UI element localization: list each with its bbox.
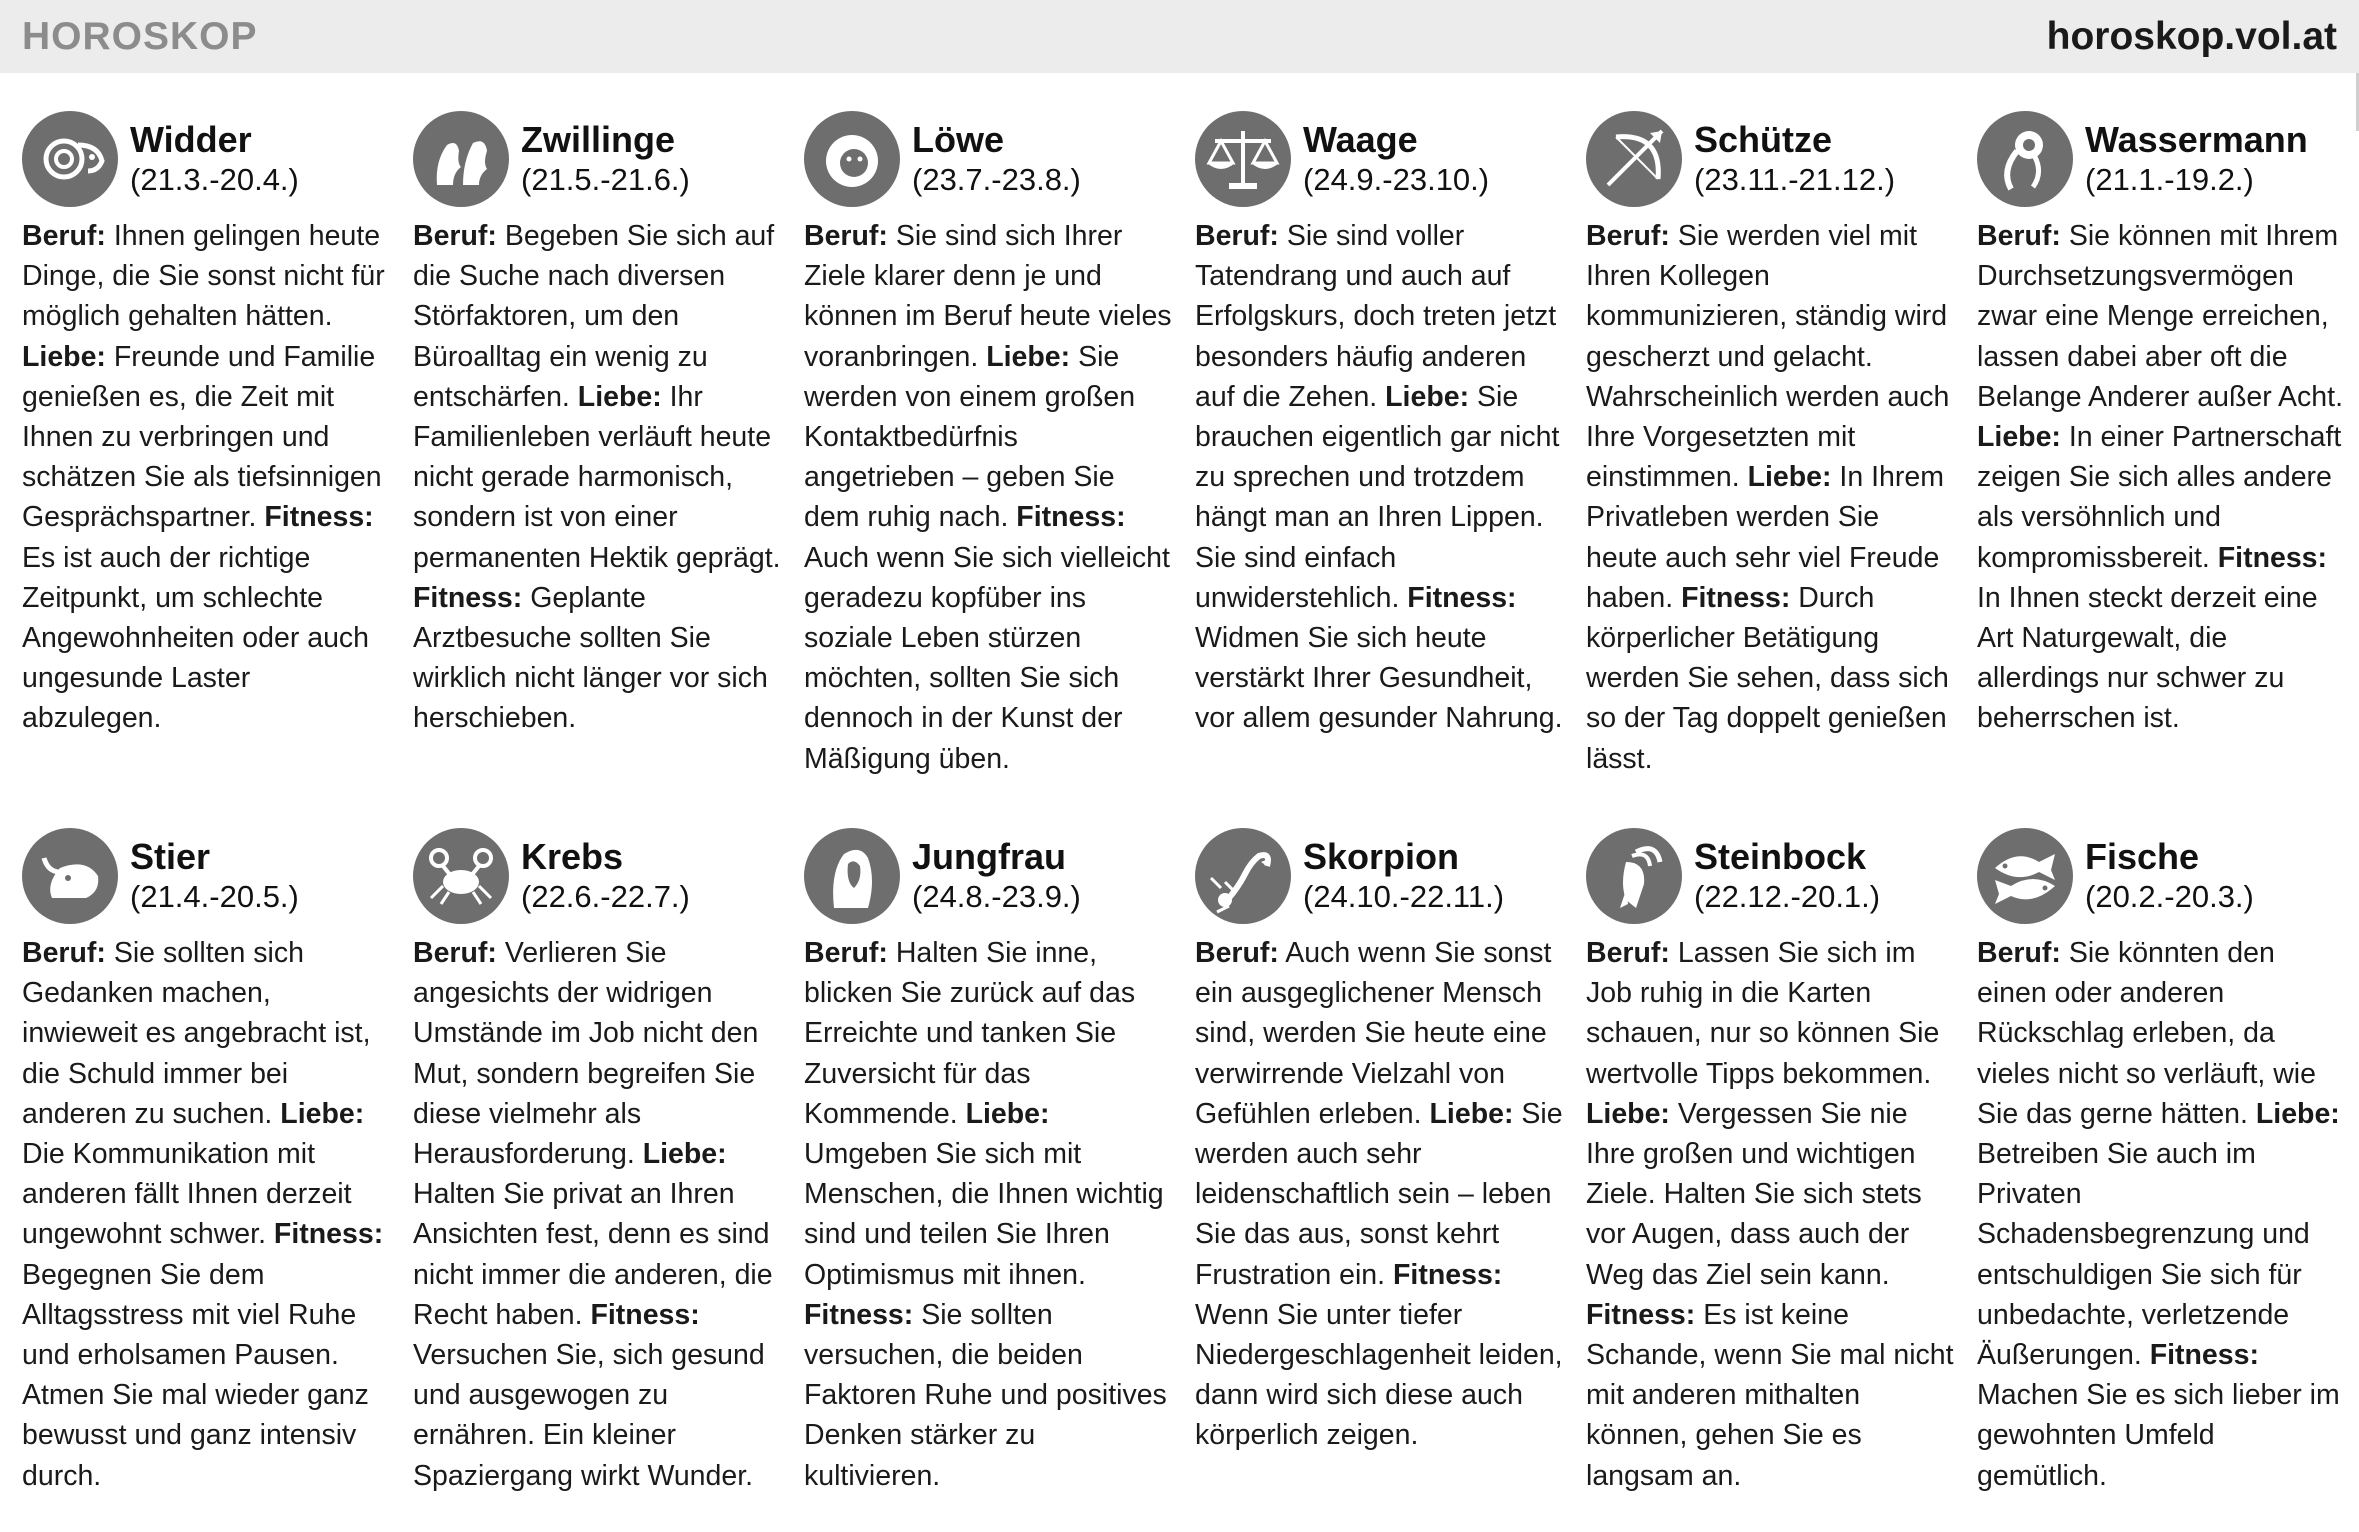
label-liebe: Liebe: xyxy=(1977,421,2061,454)
sign-dates: (23.7.-23.8.) xyxy=(912,162,1081,197)
text-beruf: Sie werden viel mit Ihren Kollegen kommunizieren, ständig wird gescherzt und gelacht. Wahrscheinlich werden auch Ihre Vorgesetzten mit einstimmen. xyxy=(1586,220,1950,494)
label-beruf: Beruf: xyxy=(1977,937,2061,969)
sign-name: Stier xyxy=(130,836,211,877)
text-beruf: Sie sind voller Tatendrang und auch auf Erfolgskurs, doch treten jetzt besonders häufig anderen auf die Zehen. xyxy=(1195,220,1557,413)
text-beruf: Sie sollten sich Gedanken machen, inwieweit es angebracht ist, die Schuld immer bei anderen zu suchen. xyxy=(22,937,371,1130)
text-liebe: Vergessen Sie nie Ihre großen und wichtigen Ziele. Halten Sie sich stets vor Augen, dass auch der Weg das Ziel sein kann. xyxy=(1586,1097,1922,1291)
sign-name: Skorpion xyxy=(1303,836,1460,877)
text-beruf: Begeben Sie sich auf die Suche nach diversen Störfaktoren, um den Büroalltag ein wenig zu entschärfen. xyxy=(413,220,775,413)
goat-icon xyxy=(1586,828,1682,924)
sign-dates: (22.6.-22.7.) xyxy=(521,879,690,914)
label-beruf: Beruf: xyxy=(22,937,106,969)
text-beruf: Ihnen gelingen heute Dinge, die Sie sonst nicht für möglich gehalten hätten. xyxy=(22,220,385,333)
text-fitness: Sie sollten versuchen, die beiden Faktoren Ruhe und positives Denken stärker zu kultivieren. xyxy=(804,1298,1167,1492)
label-beruf: Beruf: xyxy=(413,937,497,969)
text-fitness: Auch wenn Sie sich vielleicht geradezu kopfüber ins soziale Leben stürzen möchten, sollten Sie sich dennoch in der Kunst der Mäßigung üben. xyxy=(804,541,1170,775)
label-beruf: Beruf: xyxy=(413,220,497,252)
sign-text xyxy=(22,216,394,739)
virgin-icon xyxy=(804,828,900,924)
text-fitness: Geplante Arztbesuche sollten Sie wirklich nicht länger vor sich herschieben. xyxy=(413,581,768,735)
label-beruf: Beruf: xyxy=(1977,220,2061,252)
sign-name: Jungfrau xyxy=(912,836,1067,877)
label-fitness: Fitness: xyxy=(413,581,523,614)
sign-steinbock xyxy=(1586,828,1958,1496)
text-fitness: Machen Sie es sich lieber im gewohnten Umfeld gemütlich. xyxy=(1977,1379,2340,1492)
text-liebe: In Ihrem Privatleben werden Sie heute auch sehr viel Freude haben. xyxy=(1586,461,1944,614)
sign-name: Schütze xyxy=(1694,119,1833,160)
text-liebe: Freunde und Familie genießen es, die Zeit mit Ihnen zu verbringen und schätzen Sie als tiefsinnigen Gesprächspartner. xyxy=(22,340,382,534)
label-fitness: Fitness: xyxy=(1393,1258,1503,1291)
text-liebe: In einer Partnerschaft zeigen Sie sich alles andere als versöhnlich und kompromissbereit. xyxy=(1977,421,2342,574)
sign-dates: (24.10.-22.11.) xyxy=(1303,879,1505,914)
label-liebe: Liebe: xyxy=(280,1097,365,1130)
sign-name: Waage xyxy=(1303,119,1418,160)
label-liebe: Liebe: xyxy=(577,380,662,413)
label-beruf: Beruf: xyxy=(1586,937,1670,969)
sign-name: Zwillinge xyxy=(521,119,676,160)
text-beruf: Halten Sie inne, blicken Sie zurück auf das Erreichte und tanken Sie Zuversicht für das Kommende. xyxy=(804,937,1136,1130)
label-liebe: Liebe: xyxy=(2255,1097,2340,1130)
sign-schuetze xyxy=(1586,111,1958,779)
sign-text xyxy=(413,216,785,739)
sign-dates: (20.2.-20.3.) xyxy=(2085,879,2254,914)
label-fitness: Fitness: xyxy=(804,1298,914,1331)
sign-name: Krebs xyxy=(521,836,624,877)
text-liebe: Sie brauchen eigentlich gar nicht zu sprechen und trotzdem hängt man an Ihren Lippen. Sie sind einfach unwiderstehlich. xyxy=(1195,380,1560,614)
sign-text xyxy=(1586,216,1958,779)
text-fitness: Durch körperlicher Betätigung werden Sie sehen, dass sich so der Tag doppelt genießen lässt. xyxy=(1586,581,1949,775)
sign-wassermann xyxy=(1977,111,2349,739)
text-liebe: Umgeben Sie sich mit Menschen, die Ihnen wichtig sind und teilen Sie Ihren Optimismus mit ihnen. xyxy=(804,1138,1164,1291)
label-liebe: Liebe: xyxy=(1385,380,1470,413)
sign-dates: (21.1.-19.2.) xyxy=(2085,162,2254,197)
label-beruf: Beruf: xyxy=(1195,220,1279,252)
label-beruf: Beruf: xyxy=(1195,937,1279,969)
sign-loewe xyxy=(804,111,1176,779)
text-fitness: Versuchen Sie, sich gesund und ausgewogen zu ernähren. Ein kleiner Spaziergang wirkt Wunder. xyxy=(413,1339,765,1492)
text-liebe: Ihr Familienleben verläuft heute nicht gerade harmonisch, sondern ist von einer permanenten Hektik geprägt. xyxy=(413,380,781,574)
water-bearer-icon xyxy=(1977,111,2073,207)
sign-waage xyxy=(1195,111,1567,739)
label-liebe: Liebe: xyxy=(965,1097,1050,1130)
sign-dates: (21.5.-21.6.) xyxy=(521,162,690,197)
page-title: HOROSKOP xyxy=(22,14,258,58)
text-liebe: Halten Sie privat an Ihren Ansichten fest, denn es sind nicht immer die anderen, die Recht haben. xyxy=(413,1178,773,1331)
sign-dates: (22.12.-20.1.) xyxy=(1694,879,1881,914)
label-beruf: Beruf: xyxy=(804,937,888,969)
page-header xyxy=(0,0,2359,73)
label-fitness: Fitness: xyxy=(1681,581,1791,614)
label-beruf: Beruf: xyxy=(22,220,106,252)
text-fitness: Wenn Sie unter tiefer Niedergeschlagenheit leiden, dann wird sich diese auch körperlich zeigen. xyxy=(1195,1298,1563,1452)
sign-krebs xyxy=(413,828,785,1496)
sign-name: Löwe xyxy=(912,119,1005,160)
twins-icon xyxy=(413,111,509,207)
label-beruf: Beruf: xyxy=(804,220,888,252)
label-fitness: Fitness: xyxy=(264,501,374,534)
label-fitness: Fitness: xyxy=(273,1218,384,1251)
label-fitness: Fitness: xyxy=(1407,581,1517,614)
text-beruf: Lassen Sie sich im Job ruhig in die Karten schauen, nur so können Sie wertvolle Tipps bekommen. xyxy=(1586,937,1940,1090)
text-liebe: Die Kommunikation mit anderen fällt Ihnen derzeit ungewohnt schwer. xyxy=(22,1138,352,1251)
sign-skorpion xyxy=(1195,828,1567,1456)
label-beruf: Beruf: xyxy=(1586,220,1670,252)
sign-text xyxy=(1195,216,1567,739)
crab-icon xyxy=(413,828,509,924)
lion-icon xyxy=(804,111,900,207)
sign-dates: (21.4.-20.5.) xyxy=(130,879,299,914)
label-fitness: Fitness: xyxy=(1016,501,1126,534)
ram-icon xyxy=(22,111,118,207)
text-liebe: Sie werden von einem großen Kontaktbedürfnis angetrieben – geben Sie dem ruhig nach. xyxy=(804,340,1136,534)
sign-dates: (24.8.-23.9.) xyxy=(912,879,1081,914)
text-fitness: Es ist auch der richtige Zeitpunkt, um schlechte Angewohnheiten oder auch ungesunde Laster abzulegen. xyxy=(22,541,370,735)
text-beruf: Auch wenn Sie sonst ein ausgeglichener Mensch sind, werden Sie heute eine verwirrende Vielzahl von Gefühlen erleben. xyxy=(1195,937,1552,1130)
bull-icon xyxy=(22,828,118,924)
label-liebe: Liebe: xyxy=(1429,1097,1514,1130)
sign-dates: (24.9.-23.10.) xyxy=(1303,162,1490,197)
label-fitness: Fitness: xyxy=(590,1298,700,1331)
sign-stier xyxy=(22,828,394,1496)
text-beruf: Sie sind sich Ihrer Ziele klarer denn je und können im Beruf heute vieles voranbringen. xyxy=(804,220,1172,373)
text-liebe: Sie werden auch sehr leidenschaftlich sein – leben Sie das aus, sonst kehrt Frustration ein. xyxy=(1195,1097,1563,1291)
sign-text xyxy=(22,933,394,1496)
label-fitness: Fitness: xyxy=(2149,1339,2259,1372)
text-beruf: Sie können mit Ihrem Durchsetzungsvermögen zwar eine Menge erreichen, lassen dabei aber oft die Belange Anderer außer Acht. xyxy=(1977,220,2343,413)
sign-name: Widder xyxy=(130,119,252,160)
site-url: horoskop.vol.at xyxy=(2046,14,2337,58)
label-liebe: Liebe: xyxy=(642,1138,727,1171)
sign-text xyxy=(1195,933,1567,1456)
text-beruf: Verlieren Sie angesichts der widrigen Umstände im Job nicht den Mut, sondern begreifen Sie diese vielmehr als Herausforderung. xyxy=(413,937,759,1171)
label-liebe: Liebe: xyxy=(1747,461,1832,494)
label-liebe: Liebe: xyxy=(986,340,1071,373)
label-liebe: Liebe: xyxy=(1586,1097,1670,1130)
label-fitness: Fitness: xyxy=(2217,541,2328,574)
sign-text xyxy=(1977,933,2349,1496)
sign-name: Steinbock xyxy=(1694,836,1867,877)
sign-zwillinge xyxy=(413,111,785,739)
scorpion-icon xyxy=(1195,828,1291,924)
text-fitness: Begegnen Sie dem Alltagsstress mit viel Ruhe und erholsamen Pausen. Atmen Sie mal wieder ganz bewusst und ganz intensiv durch. xyxy=(22,1258,369,1492)
sign-name: Wassermann xyxy=(2085,119,2308,160)
text-beruf: Sie könnten den einen oder anderen Rückschlag erleben, da vieles nicht so verläuft, wie Sie das gerne hätten. xyxy=(1977,937,2316,1130)
archer-bow-icon xyxy=(1586,111,1682,207)
text-liebe: Betreiben Sie auch im Privaten Schadensbegrenzung und entschuldigen Sie sich für unbedachte, verletzende Äußerungen. xyxy=(1977,1138,2310,1372)
sign-text xyxy=(1977,216,2349,739)
text-fitness: Es ist keine Schande, wenn Sie mal nicht mit anderen mithalten können, gehen Sie es langsam an. xyxy=(1586,1298,1954,1492)
sign-widder xyxy=(22,111,394,739)
fish-icon xyxy=(1977,828,2073,924)
sign-name: Fische xyxy=(2085,836,2200,877)
sign-text xyxy=(413,933,785,1496)
text-fitness: Widmen Sie sich heute verstärkt Ihrer Gesundheit, vor allem gesunder Nahrung. xyxy=(1195,622,1563,735)
sign-dates: (23.11.-21.12.) xyxy=(1694,162,1896,197)
sign-text xyxy=(804,933,1176,1496)
label-fitness: Fitness: xyxy=(1586,1298,1696,1331)
sign-fische xyxy=(1977,828,2349,1496)
sign-text xyxy=(1586,933,1958,1496)
label-liebe: Liebe: xyxy=(22,340,106,373)
sign-dates: (21.3.-20.4.) xyxy=(130,162,299,197)
sign-jungfrau xyxy=(804,828,1176,1496)
sign-text xyxy=(804,216,1176,779)
scales-icon xyxy=(1195,111,1291,207)
text-fitness: In Ihnen steckt derzeit eine Art Naturgewalt, die allerdings nur schwer zu beherrschen ist. xyxy=(1977,581,2318,735)
